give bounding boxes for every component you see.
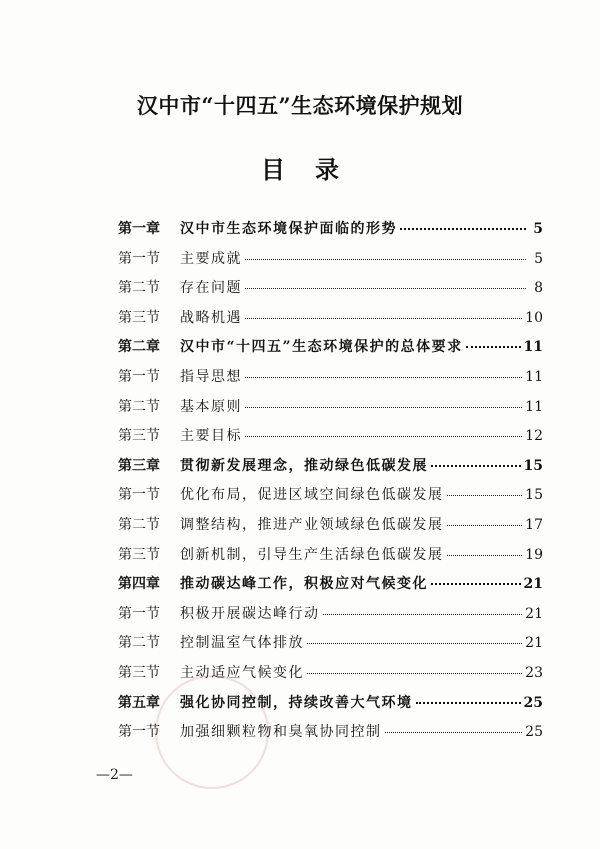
toc-entry-page-number: 21 — [525, 635, 543, 652]
toc-dot-leader — [466, 346, 521, 348]
toc-dot-leader — [447, 555, 523, 556]
toc-section-entry[interactable] — [118, 366, 543, 396]
toc-entry-page-number: 5 — [533, 221, 543, 237]
toc-entry-page-number: 8 — [534, 280, 543, 297]
toc-entry-label: 第二节 — [118, 635, 160, 652]
toc-dot-leader — [416, 702, 521, 704]
toc-dot-leader — [400, 228, 526, 230]
toc-entry-page-number: 11 — [525, 398, 543, 415]
toc-entry-page-number: 21 — [523, 576, 543, 593]
toc-section-entry[interactable] — [118, 307, 543, 337]
toc-entry-page-number: 10 — [525, 309, 543, 326]
toc-entry-label: 第三节 — [118, 664, 160, 681]
toc-entry-title: 主要目标 — [180, 428, 242, 445]
toc-entry-label: 第一节 — [118, 724, 160, 741]
page-number: —2— — [96, 767, 133, 783]
toc-entry-page-number: 15 — [525, 487, 543, 504]
toc-entry-page-number: 17 — [525, 516, 543, 533]
toc-entry-title: 汉中市“十四五”生态环境保护的总体要求 — [180, 339, 463, 356]
document-title: 汉中市“十四五”生态环境保护规划 — [136, 93, 464, 118]
toc-section-entry[interactable] — [118, 248, 543, 278]
toc-entry-label: 第二节 — [118, 516, 160, 533]
toc-dot-leader — [245, 377, 522, 378]
toc-section-entry[interactable] — [118, 277, 543, 307]
toc-entry-label: 第三章 — [118, 457, 160, 474]
toc-section-entry[interactable] — [118, 632, 543, 662]
toc-entry-label: 第一节 — [118, 368, 160, 385]
toc-entry-label: 第一章 — [118, 221, 160, 237]
toc-entry-page-number: 23 — [525, 664, 543, 681]
toc-entry-label: 第四章 — [118, 576, 160, 593]
toc-entry-page-number: 11 — [525, 368, 543, 385]
toc-section-entry[interactable] — [118, 484, 543, 514]
toc-entry-label: 第二章 — [118, 339, 160, 356]
toc-entry-label: 第三节 — [118, 546, 160, 563]
toc-dot-leader — [431, 465, 521, 467]
toc-dot-leader — [245, 436, 522, 437]
toc-section-entry[interactable] — [118, 425, 543, 455]
toc-dot-leader — [245, 407, 522, 408]
toc-entry-title: 优化布局，促进区域空间绿色低碳发展 — [180, 487, 444, 504]
toc-entry-label: 第三节 — [118, 309, 160, 326]
toc-entry-title: 积极开展碳达峰行动 — [180, 605, 320, 622]
toc-entry-page-number: 15 — [523, 457, 543, 474]
toc-dot-leader — [307, 673, 522, 674]
toc-entry-label: 第一节 — [118, 487, 160, 504]
toc-section-entry[interactable] — [118, 603, 543, 633]
toc-entry-label: 第一节 — [118, 605, 160, 622]
toc-chapter-entry[interactable] — [118, 336, 543, 366]
toc-entry-page-number: 11 — [523, 339, 543, 356]
toc-dot-leader — [447, 525, 523, 526]
toc-dot-leader — [245, 288, 526, 289]
toc-entry-label: 第五章 — [118, 694, 160, 711]
toc-chapter-entry[interactable] — [118, 218, 543, 248]
toc-entry-title: 推动碳达峰工作，积极应对气候变化 — [180, 576, 428, 593]
toc-entry-title: 创新机制，引导生产生活绿色低碳发展 — [180, 546, 444, 563]
toc-section-entry[interactable] — [118, 662, 543, 692]
toc-entry-title: 贯彻新发展理念，推动绿色低碳发展 — [180, 457, 428, 474]
toc-entry-page-number: 19 — [525, 546, 543, 563]
toc-entry-label: 第二节 — [118, 398, 160, 415]
toc-chapter-entry[interactable] — [118, 692, 543, 722]
toc-entry-page-number: 5 — [534, 250, 543, 267]
toc-entry-title: 汉中市生态环境保护面临的形势 — [180, 221, 397, 237]
toc-entry-title: 战略机遇 — [180, 309, 242, 326]
toc-entry-page-number: 12 — [525, 428, 543, 445]
toc-dot-leader — [245, 259, 526, 260]
toc-entry-title: 调整结构，推进产业领域绿色低碳发展 — [180, 516, 444, 533]
toc-entry-label: 第二节 — [118, 280, 160, 297]
toc-entry-title: 控制温室气体排放 — [180, 635, 304, 652]
toc-entry-page-number: 25 — [523, 694, 543, 711]
toc-entry-title: 主要成就 — [180, 250, 242, 267]
toc-heading-char-1: 目 — [261, 155, 285, 184]
toc-entry-page-number: 21 — [525, 605, 543, 622]
toc-dot-leader — [245, 318, 522, 319]
toc-entry-label: 第三节 — [118, 428, 160, 445]
toc-dot-leader — [431, 583, 521, 585]
toc-dot-leader — [307, 643, 522, 644]
toc-section-entry[interactable] — [118, 514, 543, 544]
toc-entry-title: 基本原则 — [180, 398, 242, 415]
toc-dot-leader — [385, 732, 523, 733]
toc-section-entry[interactable] — [118, 396, 543, 426]
toc-section-entry[interactable] — [118, 721, 543, 751]
toc-entry-title: 指导思想 — [180, 368, 242, 385]
toc-entry-title: 强化协同控制，持续改善大气环境 — [180, 694, 413, 711]
toc-entry-title: 存在问题 — [180, 280, 242, 297]
toc-heading-char-2: 录 — [315, 155, 339, 184]
toc-section-entry[interactable] — [118, 544, 543, 574]
toc-entry-title: 加强细颗粒物和臭氧协同控制 — [180, 724, 382, 741]
toc-chapter-entry[interactable] — [118, 573, 543, 603]
toc-heading — [0, 150, 600, 185]
toc-dot-leader — [447, 495, 523, 496]
toc-chapter-entry[interactable] — [118, 455, 543, 485]
toc-entry-title: 主动适应气候变化 — [180, 664, 304, 681]
toc-entry-page-number: 25 — [525, 724, 543, 741]
toc-entry-label: 第一节 — [118, 250, 160, 267]
toc-dot-leader — [323, 614, 523, 615]
table-of-contents — [118, 218, 543, 751]
